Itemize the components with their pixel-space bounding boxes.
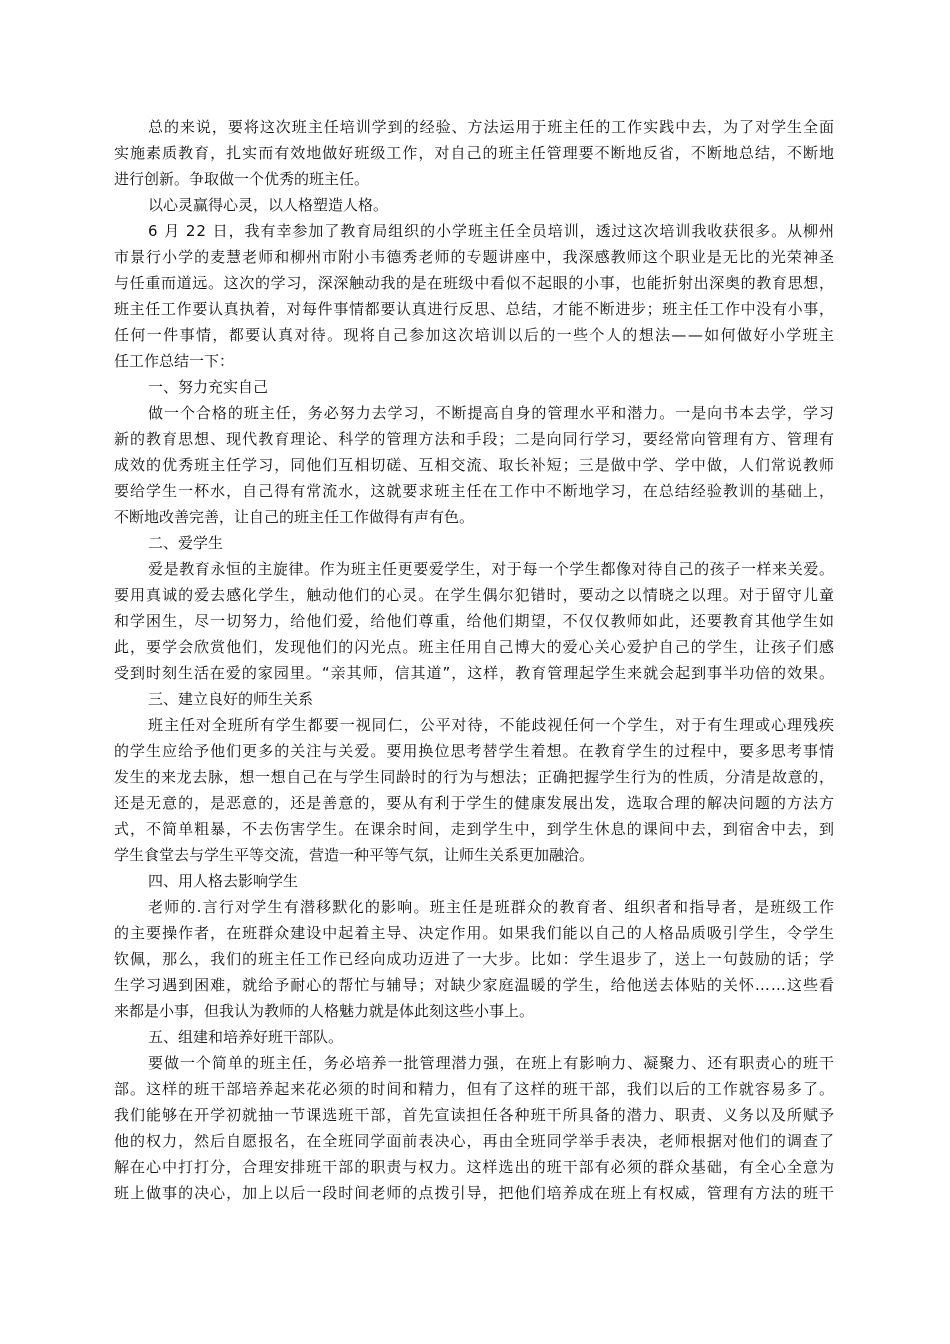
text-line: 来都是小事，但我认为教师的人格魅力就是体此刻这些小事上。 xyxy=(114,1002,535,1020)
text-line: 学生食堂去与学生平等交流，营造一种平等气氛，让师生关系更加融洽。 xyxy=(114,846,595,864)
text-line: 此，要学会欣赏他们，发现他们的闪光点。班主任用自己博大的爱心关心爱护自己的学生，让孩子们感 xyxy=(114,638,835,656)
text-line: 做一个合格的班主任，务必努力去学习，不断提高自身的管理水平和潜力。一是向书本去学，学习 xyxy=(148,404,835,422)
text-line: 班上做事的决心，加上以后一段时间老师的点拨引导，把他们培养成在班上有权威，管理有方法的班干 xyxy=(114,1184,835,1202)
text-line: 我们能够在开学初就抽一节课选班干部，首先宣读担任各种班干所具备的潜力、职责、义务以及所赋予 xyxy=(114,1106,835,1124)
text-line: 老师的.言行对学生有潜移默化的影响。班主任是班群众的教育者、组织者和指导者，是班级工作 xyxy=(148,898,836,916)
text-line: 他的权力，然后自愿报名，在全班同学面前表决心，再由全班同学举手表决，老师根据对他们的调查了 xyxy=(114,1132,835,1150)
text-line: 爱是教育永恒的主旋律。作为班主任更要爱学生，对于每一个学生都像对待自己的孩子一样来关爱。 xyxy=(148,560,835,578)
text-line: 的学生应给予他们更多的关注与关爱。要用换位思考替学生着想。在教育学生的过程中，要多思考事情 xyxy=(114,742,835,760)
text-line: 以心灵赢得心灵，以人格塑造人格。 xyxy=(148,196,389,214)
text-line: 要做一个简单的班主任，务必培养一批管理潜力强，在班上有影响力、凝聚力、还有职责心的班干 xyxy=(148,1054,835,1072)
text-line: 还是无意的，是恶意的，还是善意的，要从有利于学生的健康发展出发，选取合理的解决问题的方法方 xyxy=(114,794,835,812)
text-line: 总的来说，要将这次班主任培训学到的经验、方法运用于班主任的工作实践中去，为了对学生全面 xyxy=(148,118,835,136)
text-line: 式，不简单粗暴，不去伤害学生。在课余时间，走到学生中，到学生休息的课间中去，到宿舍中去，到 xyxy=(114,820,835,838)
text-line: 6 月 22 日，我有幸参加了教育局组织的小学班主任全员培训，透过这次培训我收获很多。从柳州 xyxy=(148,222,835,240)
text-line: 任何一件事情，都要认真对待。现将自己参加这次培训以后的一些个人的想法——如何做好小学班主 xyxy=(114,326,836,344)
text-line: 与任重而道远。这次的学习，深深触动我的是在班级中看似不起眼的小事，也能折射出深奥的教育思想， xyxy=(114,274,835,292)
text-line: 解在心中打打分，合理安排班干部的职责与权力。这样选出的班干部有必须的群众基础，有全心全意为 xyxy=(114,1158,835,1176)
text-line: 要用真诚的爱去感化学生，触动他们的心灵。在学生偶尔犯错时，要动之以情晓之以理。对于留守儿童 xyxy=(114,586,835,604)
section-heading: 四、用人格去影响学生 xyxy=(148,872,299,890)
section-heading: 三、建立良好的师生关系 xyxy=(148,690,314,708)
text-line: 新的教育思想、现代教育理论、科学的管理方法和手段；二是向同行学习，要经常向管理有方、管理有 xyxy=(114,430,835,448)
text-line: 班主任对全班所有学生都要一视同仁，公平对待，不能歧视任何一个学生，对于有生理或心理残疾 xyxy=(148,716,835,734)
text-line: 班主任工作要认真执着，对每件事情都要认真进行反思、总结，才能不断进步；班主任工作中没有小事， xyxy=(114,300,835,318)
section-heading: 一、努力充实自己 xyxy=(148,378,269,396)
text-line: 实施素质教育，扎实而有效地做好班级工作，对自己的班主任管理要不断地反省，不断地总结，不断地 xyxy=(114,144,835,162)
text-line: 任工作总结一下： xyxy=(114,352,235,370)
text-line: 进行创新。争取做一个优秀的班主任。 xyxy=(114,170,370,188)
text-line: 不断地改善完善，让自己的班主任工作做得有声有色。 xyxy=(114,508,475,526)
text-line: 受到时刻生活在爱的家园里。“亲其师，信其道”，这样，教育管理起学生来就会起到事半功倍的效果。 xyxy=(114,664,835,682)
text-line: 成效的优秀班主任学习，同他们互相切磋、互相交流、取长补短；三是做中学、学中做，人们常说教师 xyxy=(114,456,835,474)
text-line: 生学习遇到困难，就给予耐心的帮忙与辅导；对缺少家庭温暖的学生，给他送去体贴的关怀……这些看 xyxy=(114,976,835,994)
text-line: 市景行小学的麦慧老师和柳州市附小韦德秀老师的专题讲座中，我深感教师这个职业是无比的光荣神圣 xyxy=(114,248,835,266)
text-line: 发生的来龙去脉，想一想自己在与学生同龄时的行为与想法；正确把握学生行为的性质，分清是故意的， xyxy=(114,768,835,786)
section-heading: 五、组建和培养好班干部队。 xyxy=(148,1028,344,1046)
text-line: 钦佩，那么，我们的班主任工作已经向成功迈进了一大步。比如：学生退步了，送上一句鼓励的话；学 xyxy=(114,950,835,968)
section-heading: 二、爱学生 xyxy=(148,534,224,552)
text-line: 要给学生一杯水，自己得有常流水，这就要求班主任在工作中不断地学习，在总结经验教训的基础上， xyxy=(114,482,835,500)
text-line: 的主要操作者，在班群众建设中起着主导、决定作用。如果我们能以自己的人格品质吸引学生，令学生 xyxy=(114,924,835,942)
text-line: 部。这样的班干部培养起来花必须的时间和精力，但有了这样的班干部，我们以后的工作就容易多了。 xyxy=(114,1080,835,1098)
text-line: 和学困生，尽一切努力，给他们爱，给他们尊重，给他们期望，不仅仅教师如此，还要教育其他学生如 xyxy=(114,612,835,630)
